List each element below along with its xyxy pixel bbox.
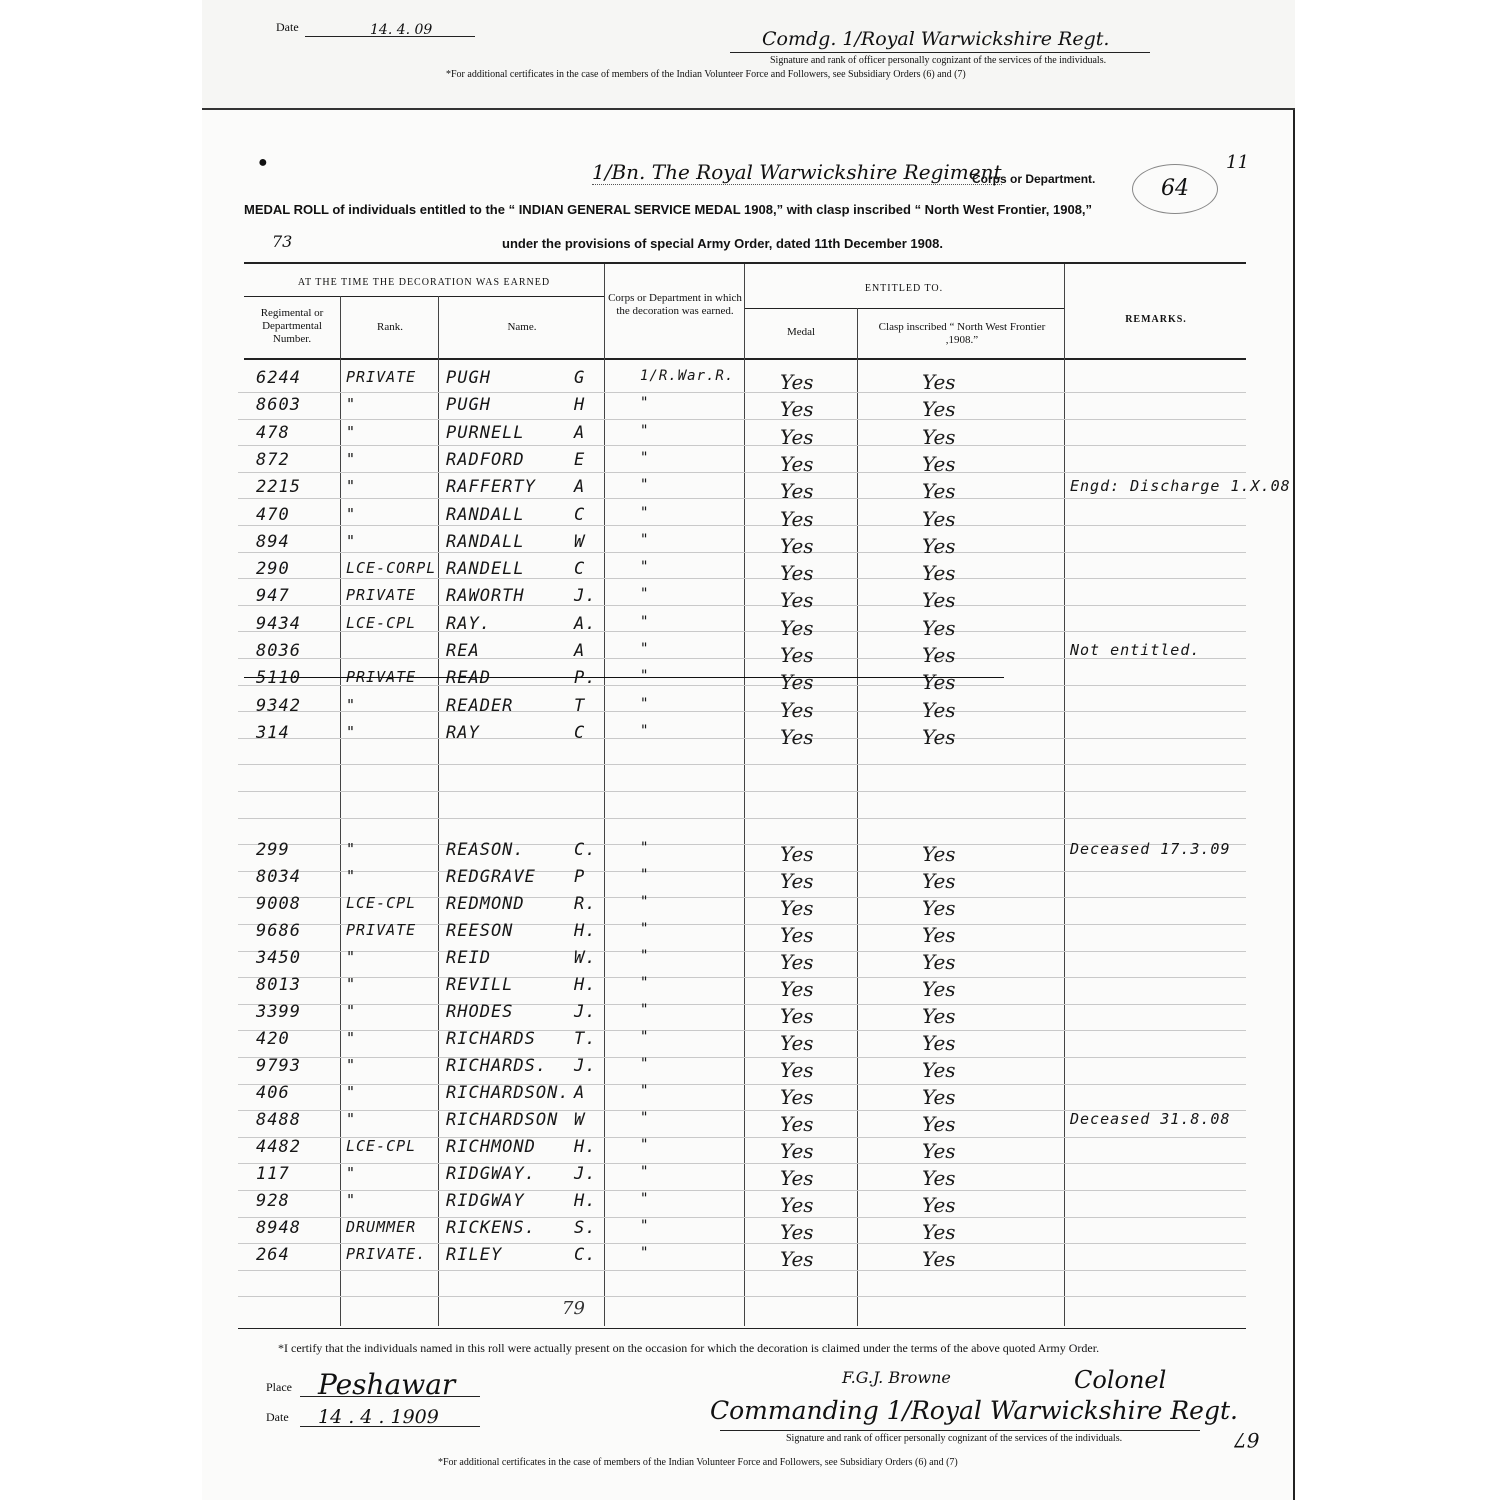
col-divider-2 — [438, 296, 439, 1326]
ruled-line — [238, 951, 1246, 952]
cell-rank: LCE-CORPL — [346, 559, 437, 578]
ruled-line — [238, 711, 1246, 712]
ruled-line — [238, 578, 1246, 579]
cell-clasp: Yes — [922, 506, 956, 531]
cell-number: 420 — [256, 1029, 290, 1049]
document-page — [202, 0, 1295, 1500]
ruled-line — [238, 1030, 1246, 1031]
cell-initial: H — [574, 395, 586, 416]
footer-signature-caption: Signature and rank of officer personally cognizant of the services of the individuals. — [786, 1433, 1123, 1444]
ruled-line — [238, 977, 1246, 978]
cell-name: RAWORTH — [446, 586, 525, 607]
prev-signature-caption: Signature and rank of officer personally cognizant of the services of the individuals. — [770, 55, 1107, 66]
place-label: Place — [266, 1380, 292, 1394]
prev-date-value: 14. 4. 09 — [370, 22, 433, 38]
cell-corps: " — [640, 422, 650, 439]
cell-rank: DRUMMER — [346, 1218, 417, 1236]
ruled-line — [238, 1270, 1246, 1271]
cell-initial: A — [574, 1083, 586, 1103]
cell-medal: Yes — [780, 1058, 814, 1082]
cell-rank: LCE-CPL — [346, 1137, 417, 1155]
cell-number: 9008 — [256, 894, 301, 914]
cell-rank: " — [346, 477, 357, 496]
cell-name: RICHARDS. — [446, 1056, 548, 1076]
cell-rank: " — [346, 840, 357, 858]
cell-initial: C — [574, 722, 586, 743]
header-group-left: AT THE TIME THE DECORATION WAS EARNED — [297, 277, 551, 288]
ruled-line — [238, 1243, 1246, 1244]
cell-number: 478 — [256, 422, 290, 443]
cell-number: 8036 — [256, 641, 301, 661]
cell-name: RICKENS. — [446, 1218, 536, 1238]
corps-handwritten: 1/Bn. The Royal Warwickshire Regiment — [592, 160, 1002, 184]
cell-name: RANDELL — [446, 559, 525, 580]
medal-roll-subtitle: under the provisions of special Army Order, dated 11th December 1908. — [502, 236, 943, 251]
cell-number: 406 — [256, 1083, 290, 1103]
ruled-line — [238, 764, 1246, 765]
cell-medal: Yes — [780, 533, 814, 558]
cell-initial: H. — [574, 1137, 597, 1157]
cell-medal: Yes — [780, 397, 814, 422]
cell-corps: " — [640, 1245, 650, 1261]
cell-initial: C — [574, 559, 586, 580]
date-value: 14 . 4 . 1909 — [318, 1406, 439, 1428]
cell-medal: Yes — [780, 1166, 814, 1190]
cell-remarks: Engd: Discharge 1.X.08 — [1070, 477, 1291, 496]
cell-initial: J. — [574, 1002, 597, 1022]
cell-corps: " — [640, 1137, 650, 1153]
cell-corps: " — [640, 894, 650, 910]
cell-clasp: Yes — [922, 869, 956, 893]
cell-initial: A — [574, 422, 586, 443]
cell-number: 290 — [256, 559, 290, 580]
cell-initial: A — [574, 477, 586, 498]
cell-rank: " — [346, 948, 357, 966]
footer-rule — [238, 1328, 1246, 1329]
cell-number: 9793 — [256, 1056, 301, 1076]
cell-rank: PRIVATE — [346, 668, 417, 687]
cell-corps: " — [640, 948, 650, 964]
right-group-rule — [744, 308, 1064, 309]
cell-name: REA — [446, 641, 480, 661]
cell-initial: A. — [574, 613, 597, 634]
footer-footnote: *For additional certificates in the case of members of the Indian Volunteer Force and Followers, see Subsidiary Orders (6) and (7) — [438, 1457, 958, 1468]
cell-number: 8948 — [256, 1218, 301, 1238]
cell-name: RADFORD — [446, 449, 525, 470]
ruled-line — [238, 1057, 1246, 1058]
col-divider-4 — [744, 264, 745, 1326]
prev-signature-line — [730, 52, 1150, 53]
cell-rank: PRIVATE — [346, 921, 417, 939]
cell-number: 8603 — [256, 395, 301, 416]
cell-medal: Yes — [780, 697, 814, 722]
cell-rank: PRIVATE — [346, 586, 417, 605]
cell-initial: C. — [574, 1245, 597, 1265]
cell-medal: Yes — [780, 950, 814, 974]
cell-name: RANDALL — [446, 504, 525, 525]
ruled-line — [238, 552, 1246, 553]
ruled-line — [238, 738, 1246, 739]
cell-corps: " — [640, 1029, 650, 1045]
cell-medal: Yes — [780, 869, 814, 893]
cell-name: RAY — [446, 722, 480, 743]
cell-name: REASON. — [446, 840, 525, 860]
cell-name: RICHARDSON. — [446, 1083, 570, 1103]
cell-corps: " — [640, 613, 650, 630]
cell-name: REDGRAVE — [446, 867, 536, 887]
cell-rank: PRIVATE. — [346, 1245, 427, 1263]
ruled-line — [238, 419, 1246, 420]
cell-number: 470 — [256, 504, 290, 525]
cell-corps: " — [640, 395, 650, 412]
col-divider-3 — [604, 264, 605, 1326]
cell-clasp: Yes — [922, 1031, 956, 1055]
cell-number: 2215 — [256, 477, 301, 498]
cell-rank: " — [346, 1110, 357, 1128]
footer-margin-number: 67 — [1234, 1428, 1260, 1452]
ruled-line — [238, 392, 1246, 393]
cell-clasp: Yes — [922, 1247, 956, 1271]
cell-medal: Yes — [780, 1085, 814, 1109]
cell-medal: Yes — [780, 561, 814, 586]
cell-clasp: Yes — [922, 1166, 956, 1190]
cell-rank: " — [346, 449, 357, 468]
cell-number: 9686 — [256, 921, 301, 941]
cell-name: RANDALL — [446, 531, 525, 552]
header-clasp: Clasp inscribed “ North West Frontier ,1908.” — [878, 321, 1046, 346]
place-value: Peshawar — [318, 1368, 456, 1401]
cell-clasp: Yes — [922, 896, 956, 920]
footer-signature: Commanding 1/Royal Warwickshire Regt. — [710, 1396, 1238, 1425]
cell-medal: Yes — [780, 1112, 814, 1136]
cell-remarks: Deceased 31.8.08 — [1070, 1110, 1231, 1128]
cell-clasp: Yes — [922, 923, 956, 947]
header-medal: Medal — [786, 326, 816, 338]
cell-corps: " — [640, 641, 650, 657]
cell-initial: J. — [574, 1056, 597, 1076]
cell-corps: " — [640, 1164, 650, 1180]
cell-medal: Yes — [780, 842, 814, 866]
cell-rank: " — [346, 722, 357, 741]
cell-medal: Yes — [780, 1220, 814, 1244]
cell-medal: Yes — [780, 1004, 814, 1028]
ruled-line — [238, 1084, 1246, 1085]
cell-number: 9342 — [256, 695, 301, 716]
cell-medal: Yes — [780, 479, 814, 504]
cell-corps: " — [640, 504, 650, 521]
cell-name: PURNELL — [446, 422, 525, 443]
cell-clasp: Yes — [922, 670, 956, 695]
cell-number: 928 — [256, 1191, 290, 1211]
cell-medal: Yes — [780, 643, 814, 667]
cell-corps: " — [640, 722, 650, 739]
cell-clasp: Yes — [922, 479, 956, 504]
ruled-line — [238, 871, 1246, 872]
cell-name: READ — [446, 668, 491, 689]
cell-initial: E — [574, 449, 586, 470]
cell-clasp: Yes — [922, 643, 956, 667]
cell-rank: " — [346, 504, 357, 523]
cell-name: RIDGWAY — [446, 1191, 525, 1211]
cell-number: 9434 — [256, 613, 301, 634]
date-label: Date — [266, 1410, 289, 1424]
cell-initial: W. — [574, 948, 597, 968]
cell-name: REID — [446, 948, 491, 968]
cell-clasp: Yes — [922, 451, 956, 476]
cell-initial: S. — [574, 1218, 597, 1238]
cell-medal: Yes — [780, 506, 814, 531]
table-top-rule — [244, 262, 1246, 264]
header-number: Regimental or Departmental Number. — [260, 307, 324, 345]
cell-medal: Yes — [780, 1031, 814, 1055]
cell-name: PUGH — [446, 368, 491, 388]
cell-clasp: Yes — [922, 697, 956, 722]
cell-rank: " — [346, 395, 357, 414]
cell-corps: " — [640, 867, 650, 883]
header-bottom-rule — [244, 358, 1246, 360]
cell-medal: Yes — [780, 1139, 814, 1163]
cell-name: READER — [446, 695, 514, 716]
cell-initial: C — [574, 504, 586, 525]
circled-number: 64 — [1132, 164, 1218, 214]
header-rank: Rank. — [377, 321, 403, 333]
col-divider-1 — [340, 296, 341, 1326]
ruled-line — [238, 498, 1246, 499]
cell-name: RAY. — [446, 613, 491, 634]
cell-number: 872 — [256, 449, 290, 470]
cell-number: 894 — [256, 531, 290, 552]
left-margin — [0, 0, 200, 1500]
cell-rank: LCE-CPL — [346, 613, 417, 632]
cell-name: RIDGWAY. — [446, 1164, 536, 1184]
cell-name: RILEY — [446, 1245, 503, 1265]
cell-corps: " — [640, 531, 650, 548]
cell-name: RAFFERTY — [446, 477, 536, 498]
cell-initial: H. — [574, 975, 597, 995]
cell-corps: 1/R.War.R. — [640, 368, 735, 384]
cell-corps: " — [640, 668, 650, 685]
cell-number: 8488 — [256, 1110, 301, 1130]
cell-corps: " — [640, 1191, 650, 1207]
ruled-line — [238, 525, 1246, 526]
cell-medal: Yes — [780, 451, 814, 476]
cell-rank: " — [346, 695, 357, 714]
ruled-line — [238, 605, 1246, 606]
cell-medal: Yes — [780, 896, 814, 920]
cell-name: RICHARDSON — [446, 1110, 559, 1130]
cell-medal: Yes — [780, 615, 814, 640]
cell-clasp: Yes — [922, 370, 956, 394]
cell-name: REDMOND — [446, 894, 525, 914]
strike-through-line — [244, 677, 1004, 678]
cell-rank: LCE-CPL — [346, 894, 417, 912]
cell-initial: J. — [574, 1164, 597, 1184]
cell-initial: P. — [574, 668, 597, 689]
previous-page-strip — [202, 0, 1295, 110]
cell-number: 947 — [256, 586, 290, 607]
cell-medal: Yes — [780, 1247, 814, 1271]
cell-initial: R. — [574, 894, 597, 914]
header-group-right: ENTITLED TO. — [864, 283, 944, 294]
cell-clasp: Yes — [922, 1085, 956, 1109]
cell-clasp: Yes — [922, 977, 956, 1001]
cell-initial: W — [574, 1110, 586, 1130]
cell-rank: " — [346, 975, 357, 993]
ruled-line — [238, 1163, 1246, 1164]
cell-rank: " — [346, 867, 357, 885]
cell-initial: H. — [574, 921, 597, 941]
cell-corps: " — [640, 586, 650, 603]
right-margin — [1293, 0, 1500, 1500]
cell-corps: " — [640, 921, 650, 937]
ruled-line — [238, 1296, 1246, 1297]
cell-clasp: Yes — [922, 397, 956, 422]
cell-corps: " — [640, 1110, 650, 1126]
cell-corps: " — [640, 559, 650, 576]
prev-date-label: Date — [276, 20, 299, 34]
cell-clasp: Yes — [922, 950, 956, 974]
cell-number: 8013 — [256, 975, 301, 995]
cell-number: 299 — [256, 840, 290, 860]
cell-rank: " — [346, 531, 357, 550]
cell-initial: G — [574, 368, 586, 388]
cell-number: 5110 — [256, 668, 301, 689]
cell-medal: Yes — [780, 424, 814, 449]
ruled-line — [238, 818, 1246, 819]
cell-number: 264 — [256, 1245, 290, 1265]
certification-text: *I certify that the individuals named in this roll were actually present on the occasion for which the decoration is claimed under the terms of the above quoted Army Order. — [278, 1341, 1100, 1355]
medal-roll-title: MEDAL ROLL of individuals entitled to the “ INDIAN GENERAL SERVICE MEDAL 1908,” with clasp inscribed “ North West Frontier, 1908,” — [244, 202, 1093, 217]
cell-medal: Yes — [780, 1193, 814, 1217]
ruled-line — [238, 1004, 1246, 1005]
cell-name: REESON — [446, 921, 514, 941]
corps-label: Corps or Department. — [972, 172, 1096, 186]
cell-medal: Yes — [780, 588, 814, 613]
cell-corps: " — [640, 840, 650, 856]
ruled-line — [238, 791, 1246, 792]
cell-number: 8034 — [256, 867, 301, 887]
cell-number: 314 — [256, 722, 290, 743]
cell-initial: C. — [574, 840, 597, 860]
ruled-line — [238, 1190, 1246, 1191]
officer-name: F.G.J. Browne — [842, 1368, 951, 1387]
cell-clasp: Yes — [922, 1112, 956, 1136]
header-corps: Corps or Department in which the decoration was earned. — [608, 292, 742, 317]
cell-number: 4482 — [256, 1137, 301, 1157]
cell-name: RHODES — [446, 1002, 514, 1022]
ruled-line — [238, 445, 1246, 446]
cell-name: PUGH — [446, 395, 491, 416]
cell-rank: " — [346, 1029, 357, 1047]
header-remarks: REMARKS. — [1125, 314, 1187, 325]
cell-remarks: Deceased 17.3.09 — [1070, 840, 1231, 858]
cell-number: 3450 — [256, 948, 301, 968]
cell-number: 3399 — [256, 1002, 301, 1022]
cell-corps: " — [640, 1083, 650, 1099]
cell-clasp: Yes — [922, 533, 956, 558]
cell-initial: J. — [574, 586, 597, 607]
cell-initial: W — [574, 531, 586, 552]
cell-clasp: Yes — [922, 561, 956, 586]
footer-signature-line — [720, 1430, 1200, 1431]
cell-number: 6244 — [256, 368, 301, 388]
cell-medal: Yes — [780, 724, 814, 749]
cell-rank: " — [346, 1191, 357, 1209]
cell-clasp: Yes — [922, 1193, 956, 1217]
cell-corps: " — [640, 477, 650, 494]
cell-clasp: Yes — [922, 1004, 956, 1028]
cell-clasp: Yes — [922, 615, 956, 640]
cell-medal: Yes — [780, 923, 814, 947]
cell-initial: T. — [574, 1029, 597, 1049]
cell-rank: " — [346, 422, 357, 441]
cell-corps: " — [640, 1056, 650, 1072]
cell-corps: " — [640, 975, 650, 991]
cell-corps: " — [640, 1002, 650, 1018]
cell-initial: T — [574, 695, 586, 716]
cell-rank: PRIVATE — [346, 368, 417, 386]
col-divider-6 — [1064, 264, 1065, 1326]
cell-clasp: Yes — [922, 1139, 956, 1163]
left-group-rule — [244, 296, 604, 297]
prev-signature: Comdg. 1/Royal Warwickshire Regt. — [762, 28, 1110, 50]
prev-footnote: *For additional certificates in the case of members of the Indian Volunteer Force and Followers, see Subsidiary Orders (6) and (7) — [446, 69, 966, 80]
cell-clasp: Yes — [922, 842, 956, 866]
header-name: Name. — [507, 321, 537, 333]
cell-initial: A — [574, 641, 586, 661]
officer-rank: Colonel — [1074, 1366, 1167, 1394]
cell-medal: Yes — [780, 977, 814, 1001]
cell-name: RICHMOND — [446, 1137, 536, 1157]
cell-clasp: Yes — [922, 588, 956, 613]
cell-rank: " — [346, 1083, 357, 1101]
bullet-mark: ● — [258, 154, 268, 171]
cell-rank: " — [346, 1002, 357, 1020]
cell-medal: Yes — [780, 670, 814, 695]
tally-number: 79 — [562, 1298, 585, 1319]
cell-remarks: Not entitled. — [1070, 641, 1201, 659]
cell-clasp: Yes — [922, 724, 956, 749]
margin-number: 73 — [272, 232, 293, 251]
cell-corps: " — [640, 1218, 650, 1234]
cell-rank: " — [346, 1164, 357, 1182]
cell-initial: P — [574, 867, 586, 887]
page-number: 11 — [1226, 152, 1249, 173]
cell-name: RICHARDS — [446, 1029, 536, 1049]
cell-rank: " — [346, 1056, 357, 1074]
cell-clasp: Yes — [922, 1220, 956, 1244]
cell-initial: H. — [574, 1191, 597, 1211]
cell-medal: Yes — [780, 370, 814, 394]
cell-number: 117 — [256, 1164, 290, 1184]
ruled-line — [238, 472, 1246, 473]
cell-corps: " — [640, 449, 650, 466]
col-divider-5 — [857, 308, 858, 1326]
cell-clasp: Yes — [922, 424, 956, 449]
cell-corps: " — [640, 695, 650, 712]
cell-clasp: Yes — [922, 1058, 956, 1082]
cell-name: REVILL — [446, 975, 514, 995]
